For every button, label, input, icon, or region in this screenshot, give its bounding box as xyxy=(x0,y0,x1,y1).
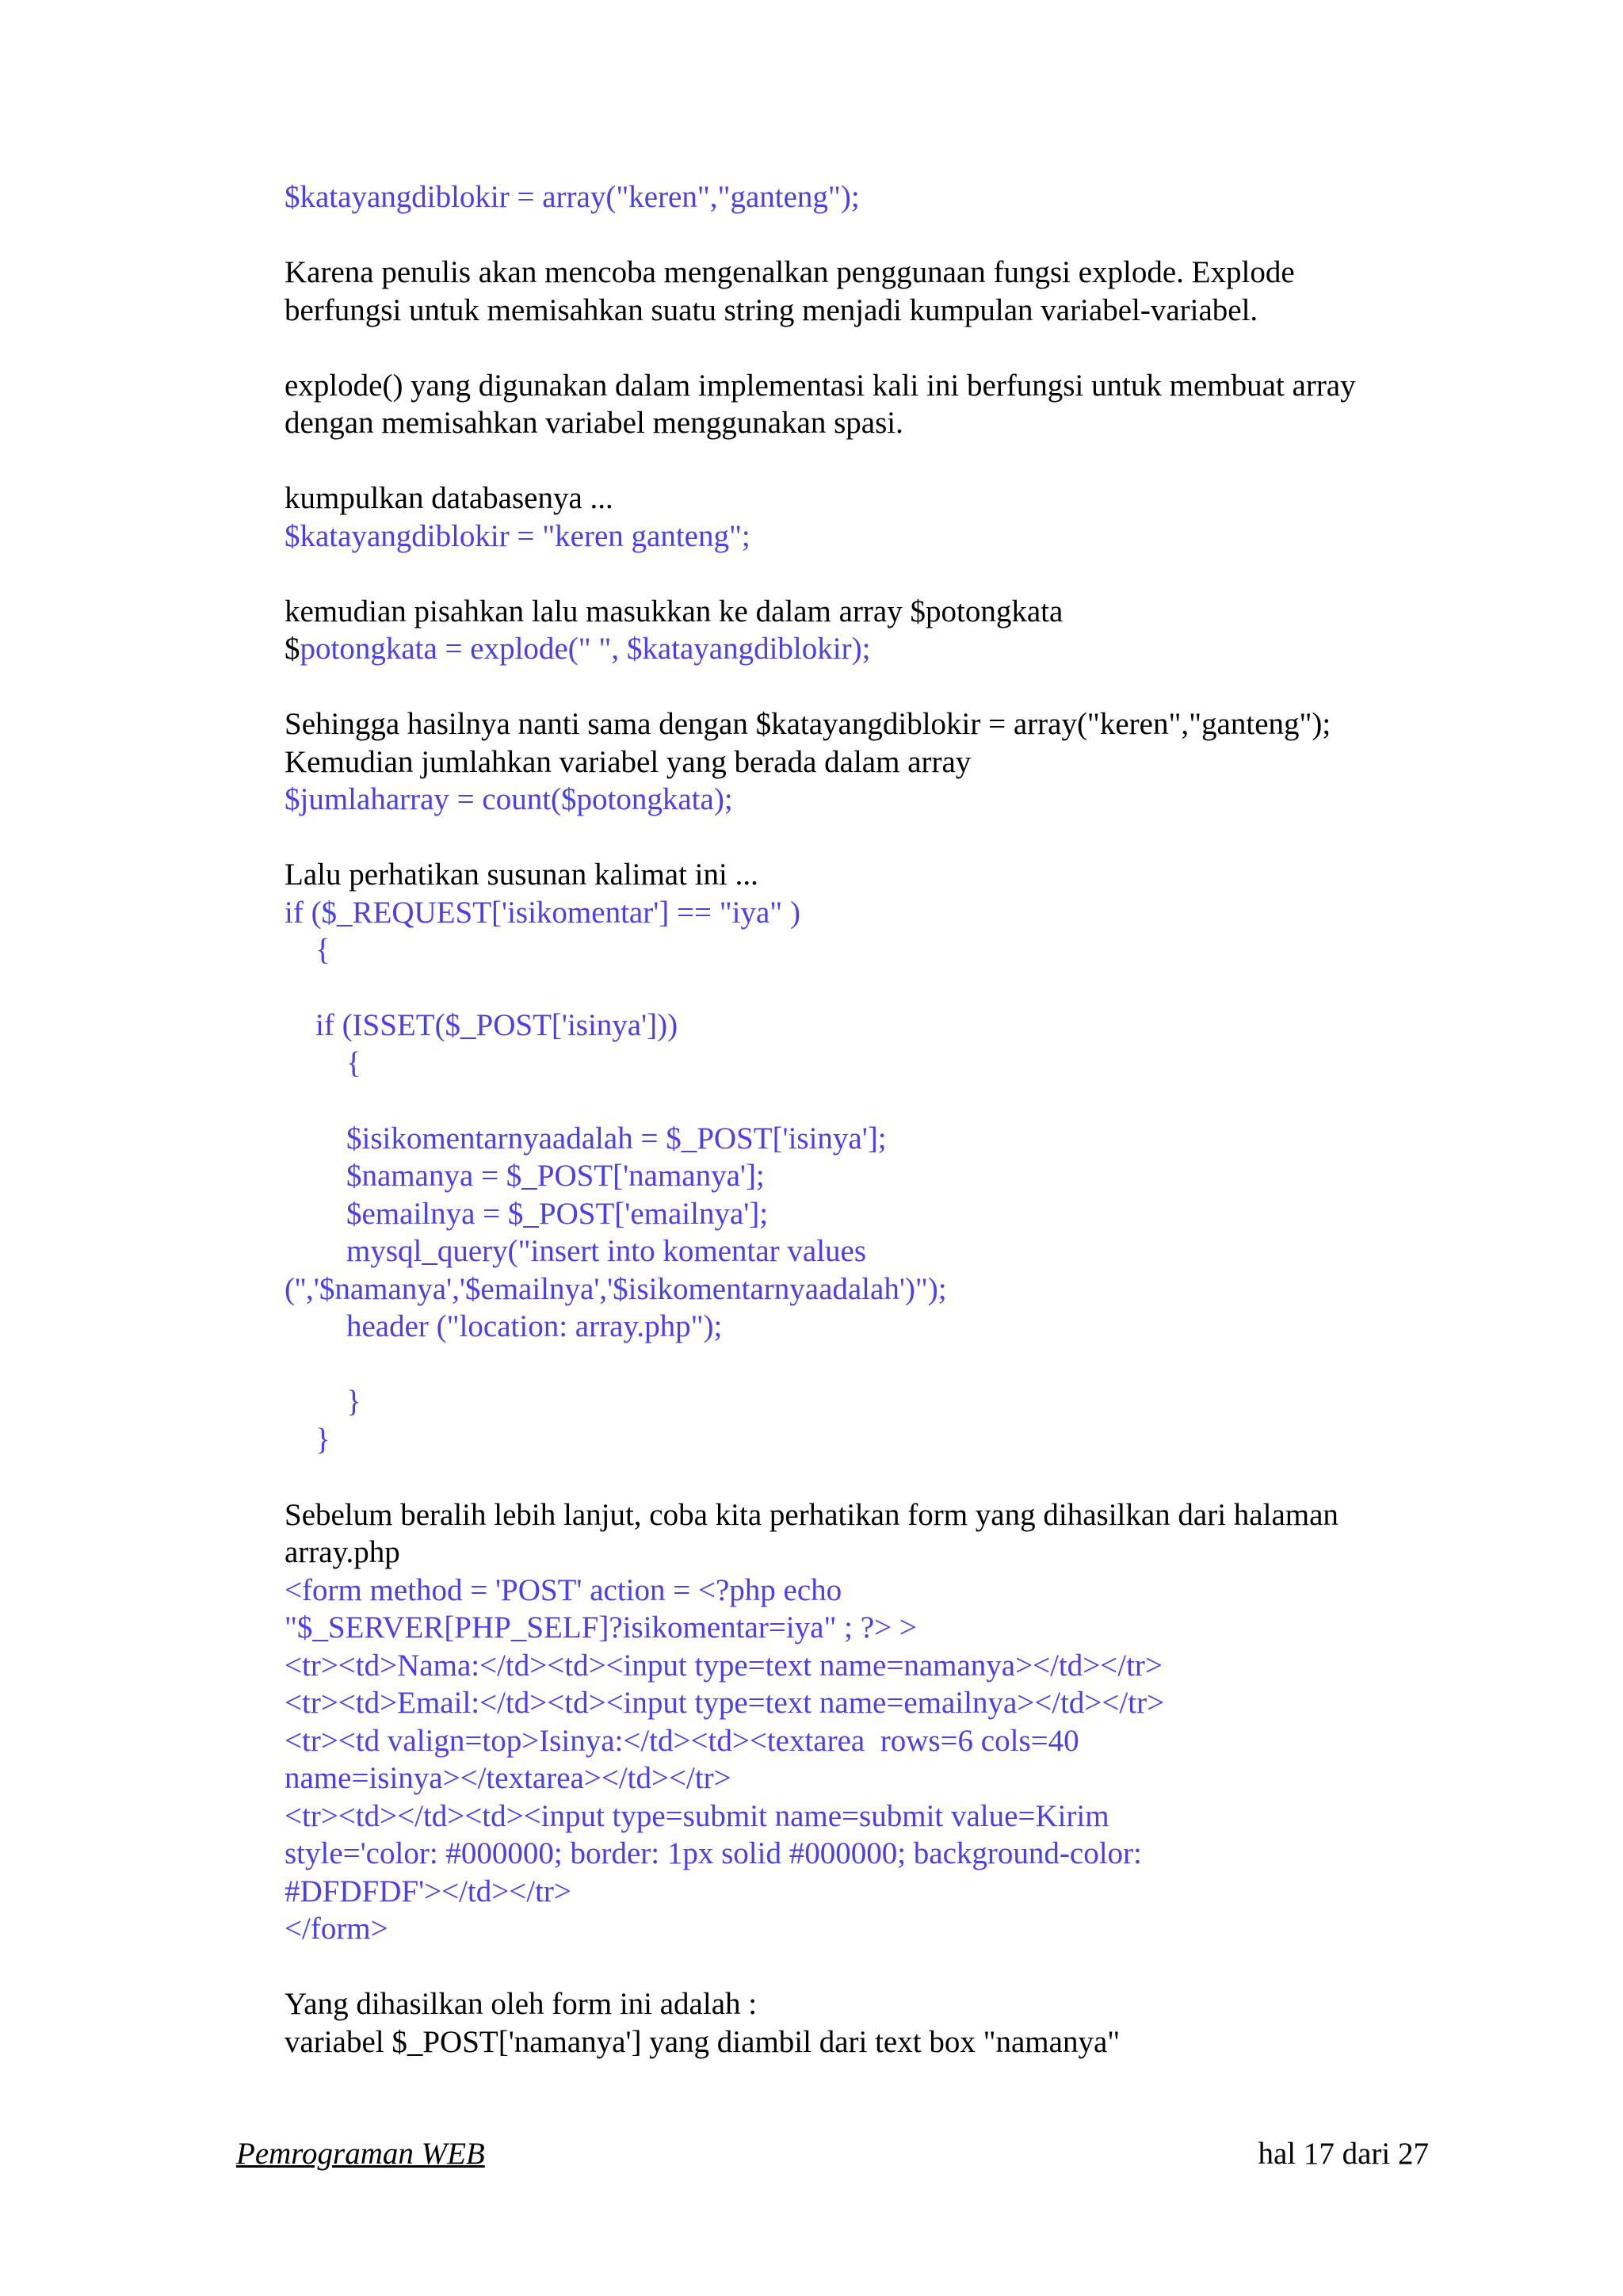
blank-line xyxy=(285,1948,1442,1986)
footer-title: Pemrograman WEB xyxy=(236,2137,485,2171)
text-line: explode() yang digunakan dalam implementasi kali ini berfungsi untuk membuat array xyxy=(285,368,1356,403)
blank-line xyxy=(285,442,1442,480)
blank-line xyxy=(285,969,1442,1007)
code-line: <tr><td>Nama:</td><td><input type=text name=namanya></td></tr> xyxy=(285,1648,1163,1683)
blank-line xyxy=(285,668,1442,706)
page-content xyxy=(285,178,1442,2061)
blank-line xyxy=(285,1346,1442,1384)
code-line: #DFDFDF'></td></tr> xyxy=(285,1874,571,1908)
code-line: <form method = 'POST' action = <?php echo xyxy=(285,1572,842,1607)
text-line: kemudian pisahkan lalu masukkan ke dalam array $potongkata xyxy=(285,594,1064,628)
code-line: name=isinya></textarea></td></tr> xyxy=(285,1761,731,1795)
code-line: header ("location: array.php"); xyxy=(285,1309,723,1343)
code-line: } xyxy=(285,1385,361,1419)
blank-line xyxy=(285,1458,1442,1496)
mixed-line xyxy=(285,630,1442,668)
text-line: Kemudian jumlahkan variabel yang berada dalam array xyxy=(285,744,972,779)
code-line: { xyxy=(285,933,330,967)
code-line: } xyxy=(285,1422,330,1457)
code-line: <tr><td></td><td><input type=submit name=submit value=Kirim xyxy=(285,1798,1109,1833)
text-line: kumpulkan databasenya ... xyxy=(285,481,613,515)
text-line: Sehingga hasilnya nanti sama dengan $katayangdiblokir = array("keren","ganteng"); xyxy=(285,707,1331,741)
code-line: $jumlaharray = count($potongkata); xyxy=(285,782,733,816)
page-number: hal 17 dari 27 xyxy=(1258,2137,1429,2171)
code-line: $namanya = $_POST['namanya']; xyxy=(285,1159,765,1193)
text-line: Sebelum beralih lebih lanjut, coba kita perhatikan form yang dihasilkan dari halaman xyxy=(285,1497,1338,1532)
code-line: <tr><td>Email:</td><td><input type=text name=emailnya></td></tr> xyxy=(285,1686,1165,1720)
code-line: ('','$namanya','$emailnya','$isikomentarnyaadalah')"); xyxy=(285,1271,947,1306)
code-line: { xyxy=(285,1045,361,1080)
code-line: mysql_query("insert into komentar values xyxy=(285,1234,867,1268)
text-line: array.php xyxy=(285,1535,400,1569)
code-line: <tr><td valign=top>Isinya:</td><td><textarea rows=6 cols=40 xyxy=(285,1723,1079,1758)
line-prefix: $ xyxy=(285,632,300,666)
blank-line xyxy=(285,819,1442,857)
blank-line xyxy=(285,329,1442,367)
code-line: </form> xyxy=(285,1912,388,1946)
code-line: if (ISSET($_POST['isinya'])) xyxy=(285,1008,678,1042)
code-line: style='color: #000000; border: 1px solid #000000; background-color: xyxy=(285,1836,1142,1870)
text-line: Lalu perhatikan susunan kalimat ini ... xyxy=(285,858,758,892)
text-line: berfungsi untuk memisahkan suatu string menjadi kumpulan variabel-variabel. xyxy=(285,292,1258,327)
line-code: potongkata = explode(" ", $katayangdiblokir); xyxy=(300,632,871,666)
code-line: $katayangdiblokir = "keren ganteng"; xyxy=(285,518,750,553)
page-footer xyxy=(236,2134,1429,2174)
text-line: variabel $_POST['namanya'] yang diambil dari text box "namanya" xyxy=(285,2024,1121,2059)
blank-line xyxy=(285,216,1442,254)
blank-line xyxy=(285,1082,1442,1120)
code-line: $emailnya = $_POST['emailnya']; xyxy=(285,1196,769,1231)
text-line: Karena penulis akan mencoba mengenalkan penggunaan fungsi explode. Explode xyxy=(285,255,1295,289)
code-line: if ($_REQUEST['isikomentar'] == "iya" ) xyxy=(285,895,800,930)
blank-line xyxy=(285,555,1442,593)
code-line: $katayangdiblokir = array("keren","ganteng"); xyxy=(285,180,860,214)
text-line: Yang dihasilkan oleh form ini adalah : xyxy=(285,1987,758,2021)
code-line: "$_SERVER[PHP_SELF]?isikomentar=iya" ; ?> > xyxy=(285,1610,917,1645)
code-line: $isikomentarnyaadalah = $_POST['isinya']; xyxy=(285,1121,887,1156)
text-line: dengan memisahkan variabel menggunakan spasi. xyxy=(285,406,903,440)
